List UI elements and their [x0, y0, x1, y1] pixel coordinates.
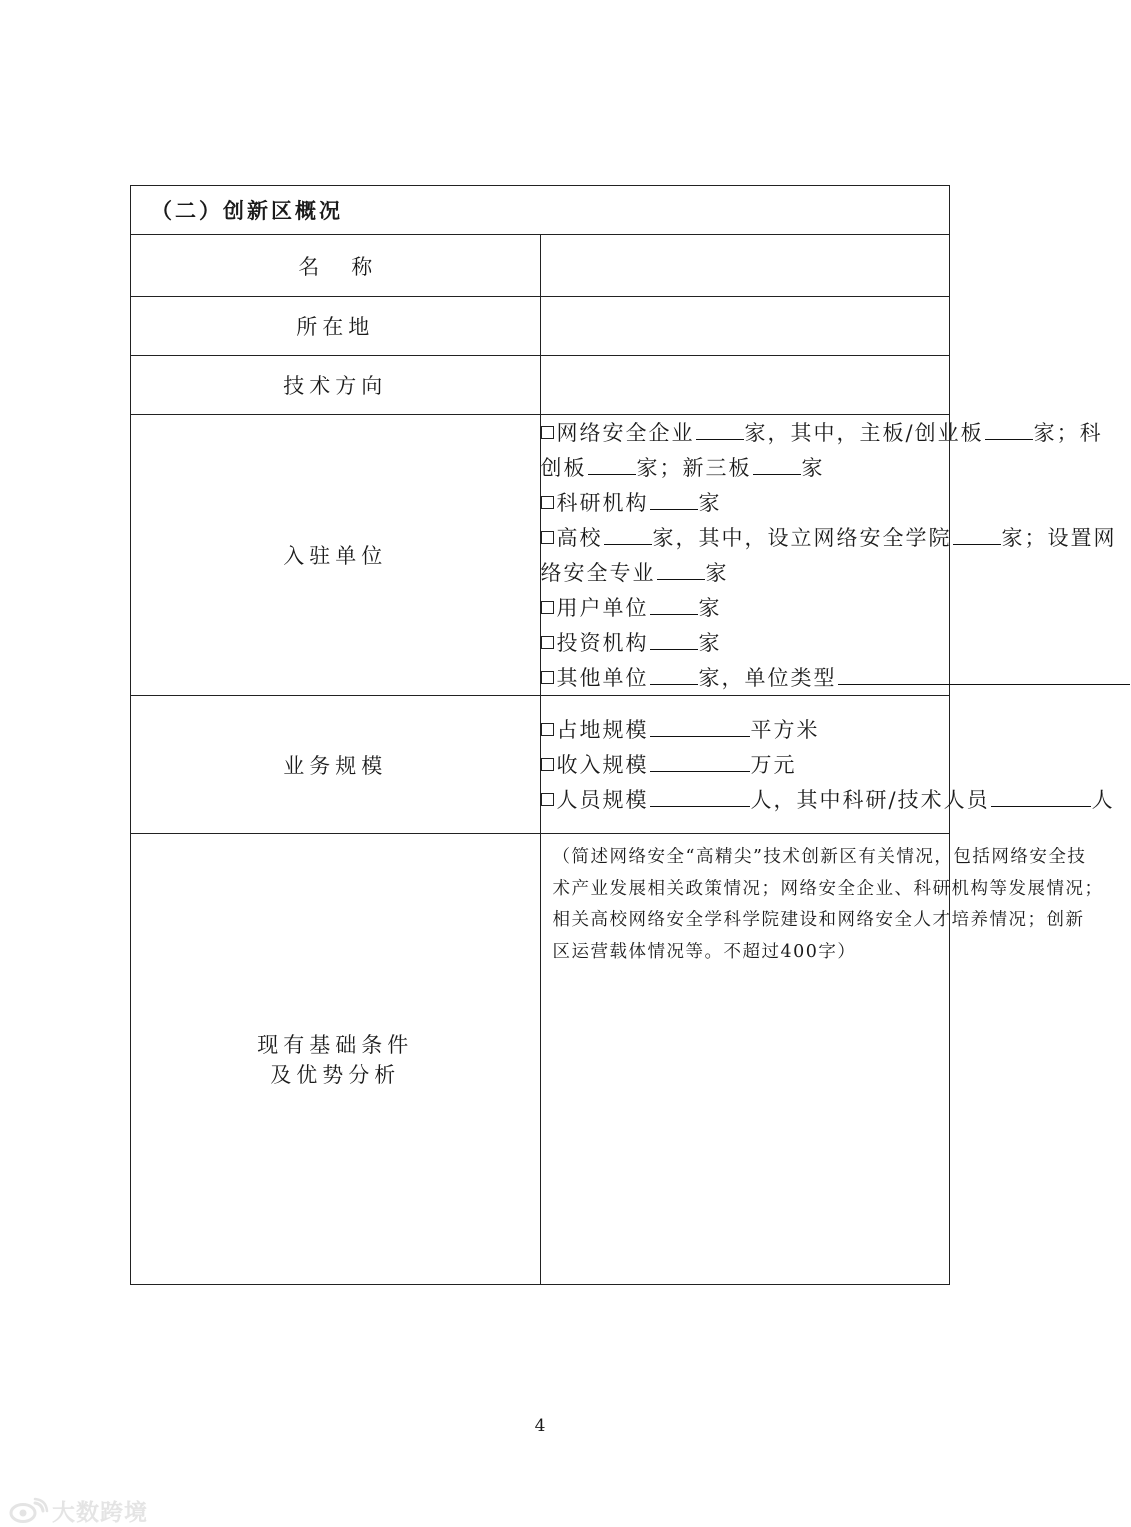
blank-field[interactable]	[696, 415, 744, 440]
blank-field[interactable]	[753, 450, 801, 475]
checkbox[interactable]	[541, 671, 554, 684]
location-field[interactable]	[540, 297, 950, 356]
blank-field[interactable]	[650, 782, 750, 807]
weibo-logo-icon	[8, 1498, 48, 1524]
blank-field[interactable]	[985, 415, 1033, 440]
base-conditions-field[interactable]	[540, 834, 1104, 1285]
blank-field[interactable]	[604, 520, 652, 545]
location-label: 所在地	[131, 297, 541, 356]
blank-field[interactable]	[650, 485, 698, 510]
name-label: 名称	[131, 235, 541, 297]
checkbox[interactable]	[541, 758, 554, 771]
scale-line-revenue: 收入规模 万元	[541, 747, 950, 782]
checkbox[interactable]	[541, 426, 554, 439]
base-conditions-instructions: （简述网络安全“高精尖”技术创新区有关情况，包括网络安全技 术产业发展相关政策情况；网络安全企业、科研机构等发展情况； 相关高校网络安全学科学院建设和网络安全人才培养情况；创新 区运营载体情况等。不超过400字）	[552, 847, 1104, 962]
units-line-users: 用户单位 家	[541, 590, 950, 625]
watermark-text: 大数跨境	[52, 1500, 148, 1526]
blank-field[interactable]	[953, 520, 1001, 545]
blank-field[interactable]	[650, 625, 698, 650]
blank-field[interactable]	[588, 450, 636, 475]
units-line-research: 科研机构 家	[541, 485, 950, 520]
units-line-investors: 投资机构 家	[541, 625, 950, 660]
checkbox[interactable]	[541, 793, 554, 806]
innovation-zone-form	[130, 185, 1117, 1285]
checkbox[interactable]	[541, 636, 554, 649]
name-field[interactable]	[540, 235, 950, 297]
blank-field[interactable]	[991, 782, 1091, 807]
blank-field[interactable]	[838, 660, 1130, 685]
checkbox[interactable]	[541, 723, 554, 736]
business-scale-label: 业务规模	[131, 696, 541, 834]
business-scale-cell	[540, 696, 1115, 834]
blank-field[interactable]	[650, 590, 698, 615]
blank-field[interactable]	[657, 555, 705, 580]
base-conditions-label: 现有基础条件 及优势分析	[131, 834, 541, 1285]
page-number: 4	[534, 1416, 546, 1436]
units-line-star-market: 创板 家；新三板 家	[541, 450, 950, 485]
checkbox[interactable]	[541, 601, 554, 614]
units-line-universities: 高校 家，其中，设立网络安全学院 家；设置网	[541, 520, 950, 555]
blank-field[interactable]	[650, 712, 750, 737]
tech-direction-label: 技术方向	[131, 356, 541, 415]
watermark	[8, 1494, 148, 1527]
units-line-security-companies: 网络安全企业 家，其中，主板/创业板 家；科	[541, 415, 950, 450]
scale-line-staff: 人员规模 人，其中科研/技术人员 人	[541, 782, 950, 817]
units-line-others: 其他单位 家，单位类型	[541, 660, 950, 695]
units-line-majors: 络安全专业 家	[541, 555, 950, 590]
checkbox[interactable]	[541, 496, 554, 509]
tech-direction-field[interactable]	[540, 356, 950, 415]
resident-units-cell	[540, 415, 1117, 696]
resident-units-label: 入驻单位	[131, 415, 541, 696]
section-title: （二）创新区概况	[131, 186, 950, 235]
scale-line-area: 占地规模 平方米	[541, 712, 950, 747]
blank-field[interactable]	[650, 747, 750, 772]
checkbox[interactable]	[541, 531, 554, 544]
blank-field[interactable]	[650, 660, 698, 685]
